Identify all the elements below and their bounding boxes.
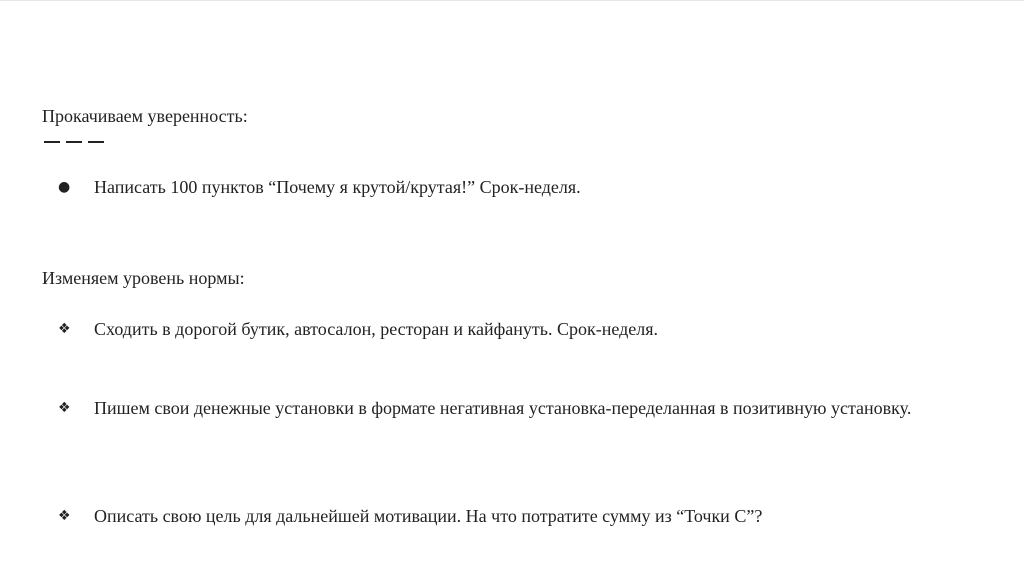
bullet-dot-icon: ● <box>58 179 71 195</box>
section-heading-confidence: Прокачиваем уверенность: <box>42 106 248 126</box>
diamond-bullet-icon: ❖ <box>58 400 71 416</box>
list-item <box>58 316 988 342</box>
list-item-text: Написать 100 пунктов “Почему я крутой/крутая!” Срок-неделя. <box>94 177 581 197</box>
list-item <box>58 395 988 421</box>
dash <box>88 141 104 143</box>
dash <box>44 141 60 143</box>
heading-underline-dashes <box>44 141 104 143</box>
section-heading-norm-level: Изменяем уровень нормы: <box>42 268 245 288</box>
list-item <box>58 174 988 200</box>
dash <box>66 141 82 143</box>
list-item-text: Пишем свои денежные установки в формате негативная установка-переделанная в позитивную установку. <box>94 398 912 418</box>
diamond-bullet-icon: ❖ <box>58 508 71 524</box>
diamond-bullet-icon: ❖ <box>58 321 71 337</box>
list-item <box>58 503 988 529</box>
list-item-text: Сходить в дорогой бутик, автосалон, ресторан и кайфануть. Срок-неделя. <box>94 319 659 339</box>
list-item-text: Описать свою цель для дальнейшей мотивации. На что потратите сумму из “Точки С”? <box>94 506 763 526</box>
